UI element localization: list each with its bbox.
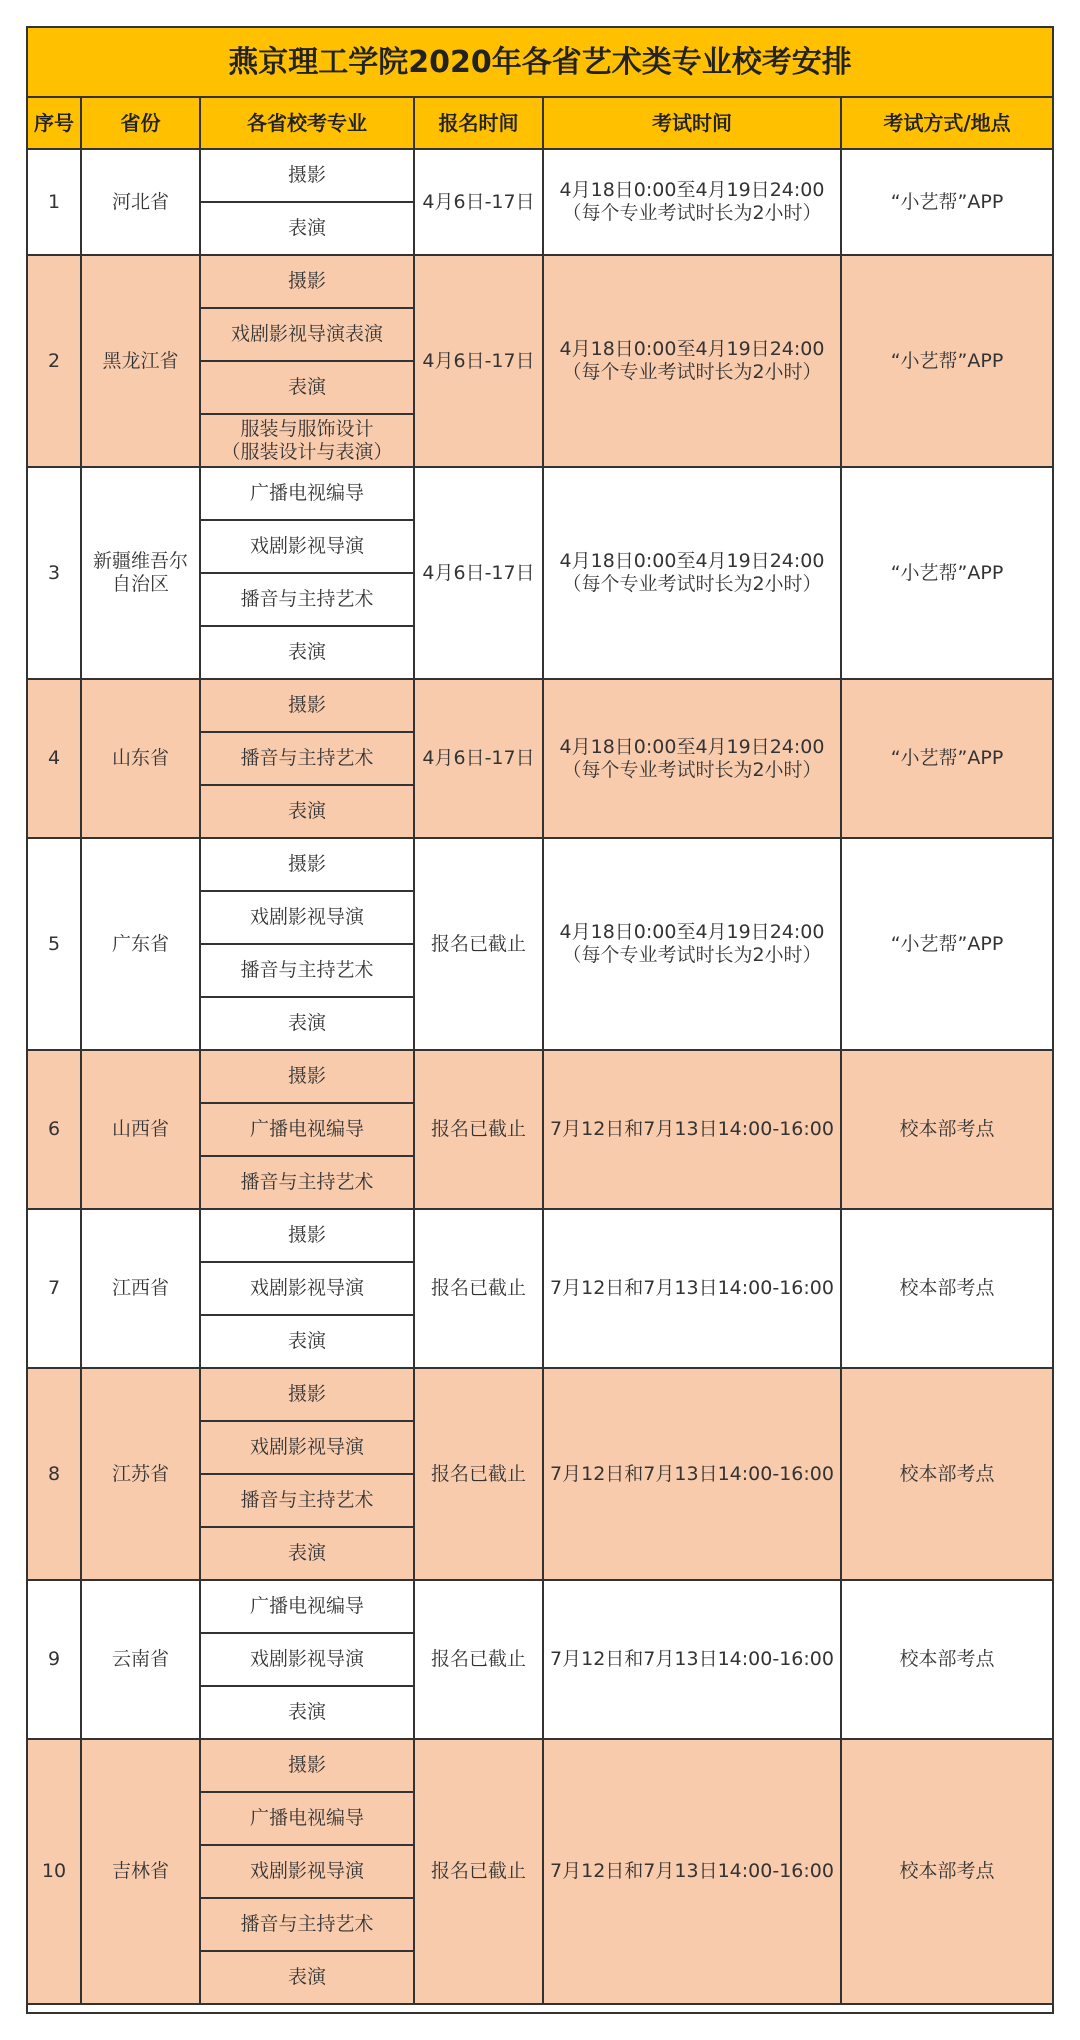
exam-time-cell: 4月18日0:00至4月19日24:00 （每个专业考试时长为2小时） bbox=[544, 256, 842, 468]
exam-method-cell: 校本部考点 bbox=[842, 1369, 1052, 1581]
exam-time-cell: 7月12日和7月13日14:00-16:00 bbox=[544, 1581, 842, 1740]
major-cell: 播音与主持艺术 bbox=[201, 1157, 415, 1210]
registration-time-cell: 4月6日-17日 bbox=[415, 256, 544, 468]
major-cell: 摄影 bbox=[201, 839, 415, 892]
province-cell: 黑龙江省 bbox=[82, 256, 201, 468]
table-title: 燕京理工学院2020年各省艺术类专业校考安排 bbox=[28, 28, 1052, 98]
major-cell: 播音与主持艺术 bbox=[201, 1899, 415, 1952]
exam-time-cell: 7月12日和7月13日14:00-16:00 bbox=[544, 1210, 842, 1369]
major-cell: 摄影 bbox=[201, 1369, 415, 1422]
major-cell: 戏剧影视导演 bbox=[201, 521, 415, 574]
exam-method-cell: 校本部考点 bbox=[842, 1740, 1052, 2005]
exam-method-cell: “小艺帮”APP bbox=[842, 839, 1052, 1051]
registration-time-cell: 报名已截止 bbox=[415, 1051, 544, 1210]
major-cell: 摄影 bbox=[201, 680, 415, 733]
exam-time-cell: 7月12日和7月13日14:00-16:00 bbox=[544, 1369, 842, 1581]
major-cell: 广播电视编导 bbox=[201, 1104, 415, 1157]
province-cell: 山东省 bbox=[82, 680, 201, 839]
major-cell: 摄影 bbox=[201, 150, 415, 203]
major-cell: 摄影 bbox=[201, 256, 415, 309]
major-cell: 表演 bbox=[201, 627, 415, 680]
exam-method-cell: 校本部考点 bbox=[842, 1051, 1052, 1210]
province-cell: 江西省 bbox=[82, 1210, 201, 1369]
major-cell: 戏剧影视导演 bbox=[201, 1263, 415, 1316]
major-cell: 表演 bbox=[201, 1952, 415, 2005]
major-cell: 摄影 bbox=[201, 1740, 415, 1793]
exam-time-cell: 4月18日0:00至4月19日24:00 （每个专业考试时长为2小时） bbox=[544, 150, 842, 256]
row-number: 1 bbox=[28, 150, 82, 256]
major-cell: 摄影 bbox=[201, 1210, 415, 1263]
header-no: 序号 bbox=[28, 98, 82, 150]
header-province: 省份 bbox=[82, 98, 201, 150]
row-number: 7 bbox=[28, 1210, 82, 1369]
registration-time-cell: 报名已截止 bbox=[415, 1581, 544, 1740]
major-cell: 戏剧影视导演表演 bbox=[201, 309, 415, 362]
registration-time-cell: 4月6日-17日 bbox=[415, 680, 544, 839]
row-number: 6 bbox=[28, 1051, 82, 1210]
registration-time-cell: 报名已截止 bbox=[415, 1740, 544, 2005]
province-cell: 云南省 bbox=[82, 1581, 201, 1740]
exam-time-cell: 4月18日0:00至4月19日24:00 （每个专业考试时长为2小时） bbox=[544, 839, 842, 1051]
major-cell: 表演 bbox=[201, 998, 415, 1051]
exam-method-cell: 校本部考点 bbox=[842, 1581, 1052, 1740]
exam-method-cell: “小艺帮”APP bbox=[842, 256, 1052, 468]
major-cell: 戏剧影视导演 bbox=[201, 1422, 415, 1475]
major-cell: 表演 bbox=[201, 786, 415, 839]
registration-time-cell: 4月6日-17日 bbox=[415, 150, 544, 256]
major-cell: 广播电视编导 bbox=[201, 1581, 415, 1634]
row-number: 9 bbox=[28, 1581, 82, 1740]
major-cell: 戏剧影视导演 bbox=[201, 1846, 415, 1899]
major-cell: 广播电视编导 bbox=[201, 1793, 415, 1846]
major-cell: 播音与主持艺术 bbox=[201, 733, 415, 786]
exam-time-cell: 7月12日和7月13日14:00-16:00 bbox=[544, 1051, 842, 1210]
major-cell: 摄影 bbox=[201, 1051, 415, 1104]
major-cell: 播音与主持艺术 bbox=[201, 945, 415, 998]
major-cell: 表演 bbox=[201, 1316, 415, 1369]
major-cell: 播音与主持艺术 bbox=[201, 574, 415, 627]
row-number: 8 bbox=[28, 1369, 82, 1581]
row-number: 2 bbox=[28, 256, 82, 468]
row-number: 4 bbox=[28, 680, 82, 839]
province-cell: 吉林省 bbox=[82, 1740, 201, 2005]
registration-time-cell: 报名已截止 bbox=[415, 1369, 544, 1581]
schedule-table bbox=[26, 26, 1054, 2014]
major-cell: 广播电视编导 bbox=[201, 468, 415, 521]
major-cell: 播音与主持艺术 bbox=[201, 1475, 415, 1528]
exam-time-cell: 4月18日0:00至4月19日24:00 （每个专业考试时长为2小时） bbox=[544, 468, 842, 680]
registration-time-cell: 4月6日-17日 bbox=[415, 468, 544, 680]
major-cell: 戏剧影视导演 bbox=[201, 892, 415, 945]
row-number: 10 bbox=[28, 1740, 82, 2005]
province-cell: 山西省 bbox=[82, 1051, 201, 1210]
header-method: 考试方式/地点 bbox=[842, 98, 1052, 150]
province-cell: 河北省 bbox=[82, 150, 201, 256]
exam-method-cell: “小艺帮”APP bbox=[842, 150, 1052, 256]
major-cell: 服装与服饰设计 （服装设计与表演） bbox=[201, 415, 415, 468]
header-exam-time: 考试时间 bbox=[544, 98, 842, 150]
header-registration: 报名时间 bbox=[415, 98, 544, 150]
row-number: 5 bbox=[28, 839, 82, 1051]
major-cell: 表演 bbox=[201, 362, 415, 415]
province-cell: 江苏省 bbox=[82, 1369, 201, 1581]
row-number: 3 bbox=[28, 468, 82, 680]
exam-method-cell: “小艺帮”APP bbox=[842, 468, 1052, 680]
exam-time-cell: 4月18日0:00至4月19日24:00 （每个专业考试时长为2小时） bbox=[544, 680, 842, 839]
registration-time-cell: 报名已截止 bbox=[415, 839, 544, 1051]
major-cell: 戏剧影视导演 bbox=[201, 1634, 415, 1687]
province-cell: 广东省 bbox=[82, 839, 201, 1051]
exam-time-cell: 7月12日和7月13日14:00-16:00 bbox=[544, 1740, 842, 2005]
header-majors: 各省校考专业 bbox=[201, 98, 415, 150]
major-cell: 表演 bbox=[201, 1528, 415, 1581]
registration-time-cell: 报名已截止 bbox=[415, 1210, 544, 1369]
major-cell: 表演 bbox=[201, 1687, 415, 1740]
exam-method-cell: “小艺帮”APP bbox=[842, 680, 1052, 839]
province-cell: 新疆维吾尔 自治区 bbox=[82, 468, 201, 680]
major-cell: 表演 bbox=[201, 203, 415, 256]
exam-method-cell: 校本部考点 bbox=[842, 1210, 1052, 1369]
